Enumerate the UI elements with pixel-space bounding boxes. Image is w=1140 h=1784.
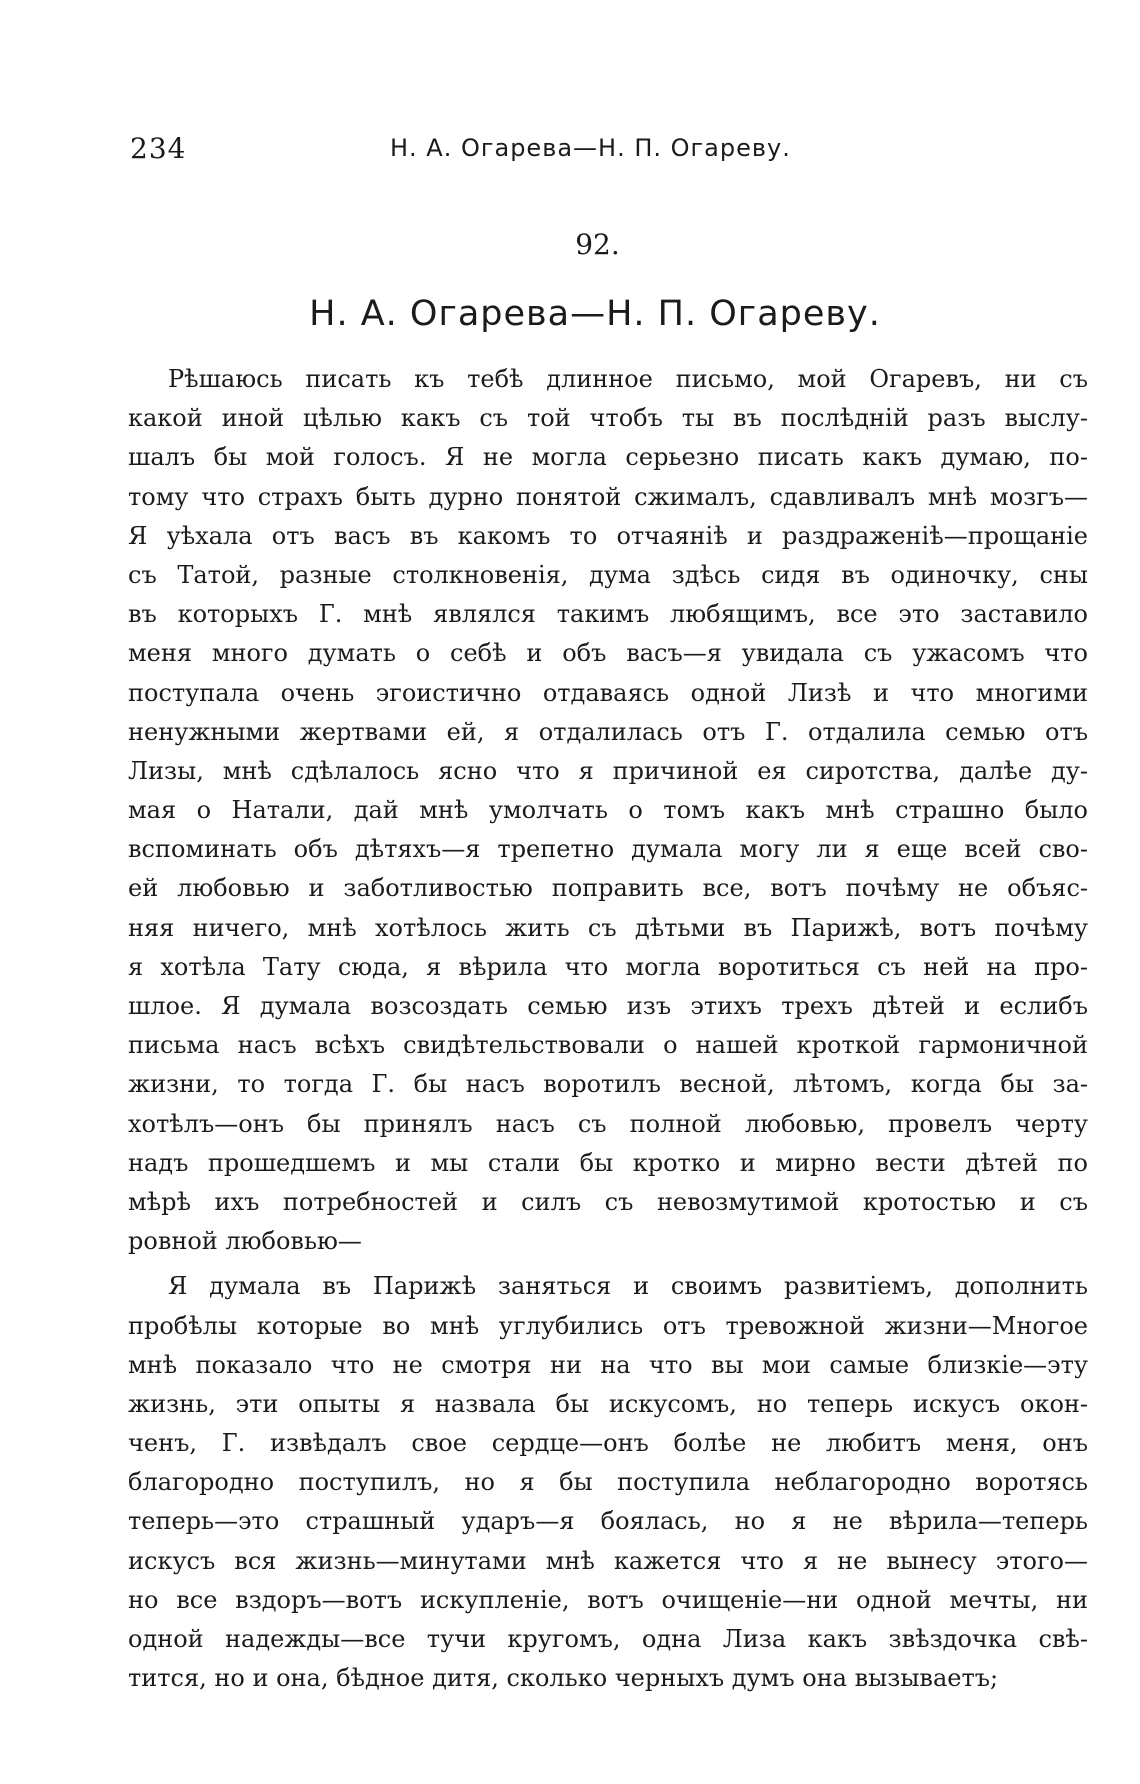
text-line: шлое. Я думала возсоздать семью изъ этихъ трехъ дѣтей и еслибъ bbox=[128, 992, 1088, 1020]
text-line: меня много думать о себѣ и объ васъ—я увидала съ ужасомъ что bbox=[128, 639, 1088, 668]
text-line: поступала очень эгоистично отдаваясь одной Лизѣ и что многими bbox=[128, 678, 1088, 707]
text-line: какой иной цѣлью какъ съ той чтобъ ты въ послѣднiй разъ выслу- bbox=[128, 404, 1088, 433]
paragraph bbox=[128, 1267, 1088, 1698]
paragraph bbox=[128, 360, 1088, 1261]
text-line: съ Татой, разные столкновенiя, дума здѣсь сидя въ одиночку, сны bbox=[128, 560, 1088, 589]
text-line: вспоминать объ дѣтяхъ—я трепетно думала могу ли я еще всей сво- bbox=[128, 835, 1088, 864]
text-line: но все вздоръ—вотъ искупленiе, вотъ очищенiе—ни одной мечты, ни bbox=[128, 1585, 1088, 1614]
text-line: жизни, то тогда Г. бы насъ воротилъ весной, лѣтомъ, когда бы за- bbox=[128, 1070, 1088, 1099]
text-line: я хотѣла Тату сюда, я вѣрила что могла воротиться съ ней на про- bbox=[128, 952, 1088, 981]
text-line: тится, но и она, бѣдное дитя, сколько черныхъ думъ она вызываетъ; bbox=[128, 1664, 999, 1693]
text-line: Я думала въ Парижѣ заняться и своимъ развитiемъ, дополнить bbox=[168, 1272, 1088, 1301]
text-line: теперь—это страшный ударъ—я боялась, но я не вѣрила—теперь bbox=[128, 1507, 1088, 1536]
running-title: Н. А. Огарева—Н. П. Огареву. bbox=[390, 134, 791, 162]
letter-number: 92. bbox=[575, 228, 620, 261]
text-line: хотѣлъ—онъ бы принялъ насъ съ полной любовью, провелъ черту bbox=[128, 1109, 1088, 1138]
text-line: ей любовью и заботливостью поправить все, вотъ почѣму не объяс- bbox=[128, 874, 1088, 903]
text-line: надъ прошедшемъ и мы стали бы кротко и мирно вести дѣтей по bbox=[128, 1148, 1088, 1177]
letter-title: Н. А. Огарева—Н. П. Огареву. bbox=[309, 294, 881, 334]
text-line: мнѣ показало что не смотря ни на что вы мои самые близкiе—эту bbox=[128, 1350, 1088, 1379]
letter-body bbox=[128, 360, 1088, 1698]
text-line: письма насъ всѣхъ свидѣтельствовали о нашей кроткой гармоничной bbox=[128, 1031, 1088, 1060]
text-line: тому что страхъ быть дурно понятой сжималъ, сдавливалъ мнѣ мозгъ— bbox=[128, 482, 1088, 511]
text-line: одной надежды—все тучи кругомъ, одна Лиза какъ звѣздочка свѣ- bbox=[128, 1625, 1088, 1653]
text-line: мѣрѣ ихъ потребностей и силъ съ невозмутимой кротостью и съ bbox=[128, 1187, 1088, 1216]
text-line: жизнь, эти опыты я назвала бы искусомъ, но теперь искусъ окон- bbox=[128, 1389, 1088, 1418]
text-line: благородно поступилъ, но я бы поступила неблагородно воротясь bbox=[128, 1468, 1088, 1497]
text-line: шалъ бы мой голосъ. Я не могла серьезно писать какъ думаю, по- bbox=[128, 443, 1088, 472]
text-line: Лизы, мнѣ сдѣлалось ясно что я причиной ея сиротства, далѣе ду- bbox=[128, 756, 1088, 785]
text-line: пробѣлы которые во мнѣ углубились отъ тревожной жизни—Многое bbox=[128, 1311, 1088, 1340]
text-line: искусъ вся жизнь—минутами мнѣ кажется что я не вынесу этого— bbox=[128, 1546, 1088, 1575]
text-line: Рѣшаюсь писать къ тебѣ длинное письмо, мой Огаревъ, ни съ bbox=[168, 365, 1088, 393]
text-line: Я уѣхала отъ васъ въ какомъ то отчаянiѣ и раздраженiѣ—прощанiе bbox=[128, 521, 1088, 550]
text-line: ненужными жертвами ей, я отдалилась отъ Г. отдалила семью отъ bbox=[128, 717, 1088, 746]
text-line: мая о Натали, дай мнѣ умолчать о томъ какъ мнѣ страшно было bbox=[128, 796, 1088, 825]
text-line: ровной любовью— bbox=[128, 1227, 362, 1256]
text-line: въ которыхъ Г. мнѣ являлся такимъ любящимъ, все это заставило bbox=[128, 600, 1088, 629]
text-line: няя ничего, мнѣ хотѣлось жить съ дѣтьми въ Парижѣ, вотъ почѣму bbox=[128, 913, 1088, 942]
running-head bbox=[130, 132, 1085, 172]
page-number: 234 bbox=[130, 132, 187, 165]
text-line: ченъ, Г. извѣдалъ свое сердце—онъ болѣе не любитъ меня, онъ bbox=[128, 1429, 1088, 1458]
